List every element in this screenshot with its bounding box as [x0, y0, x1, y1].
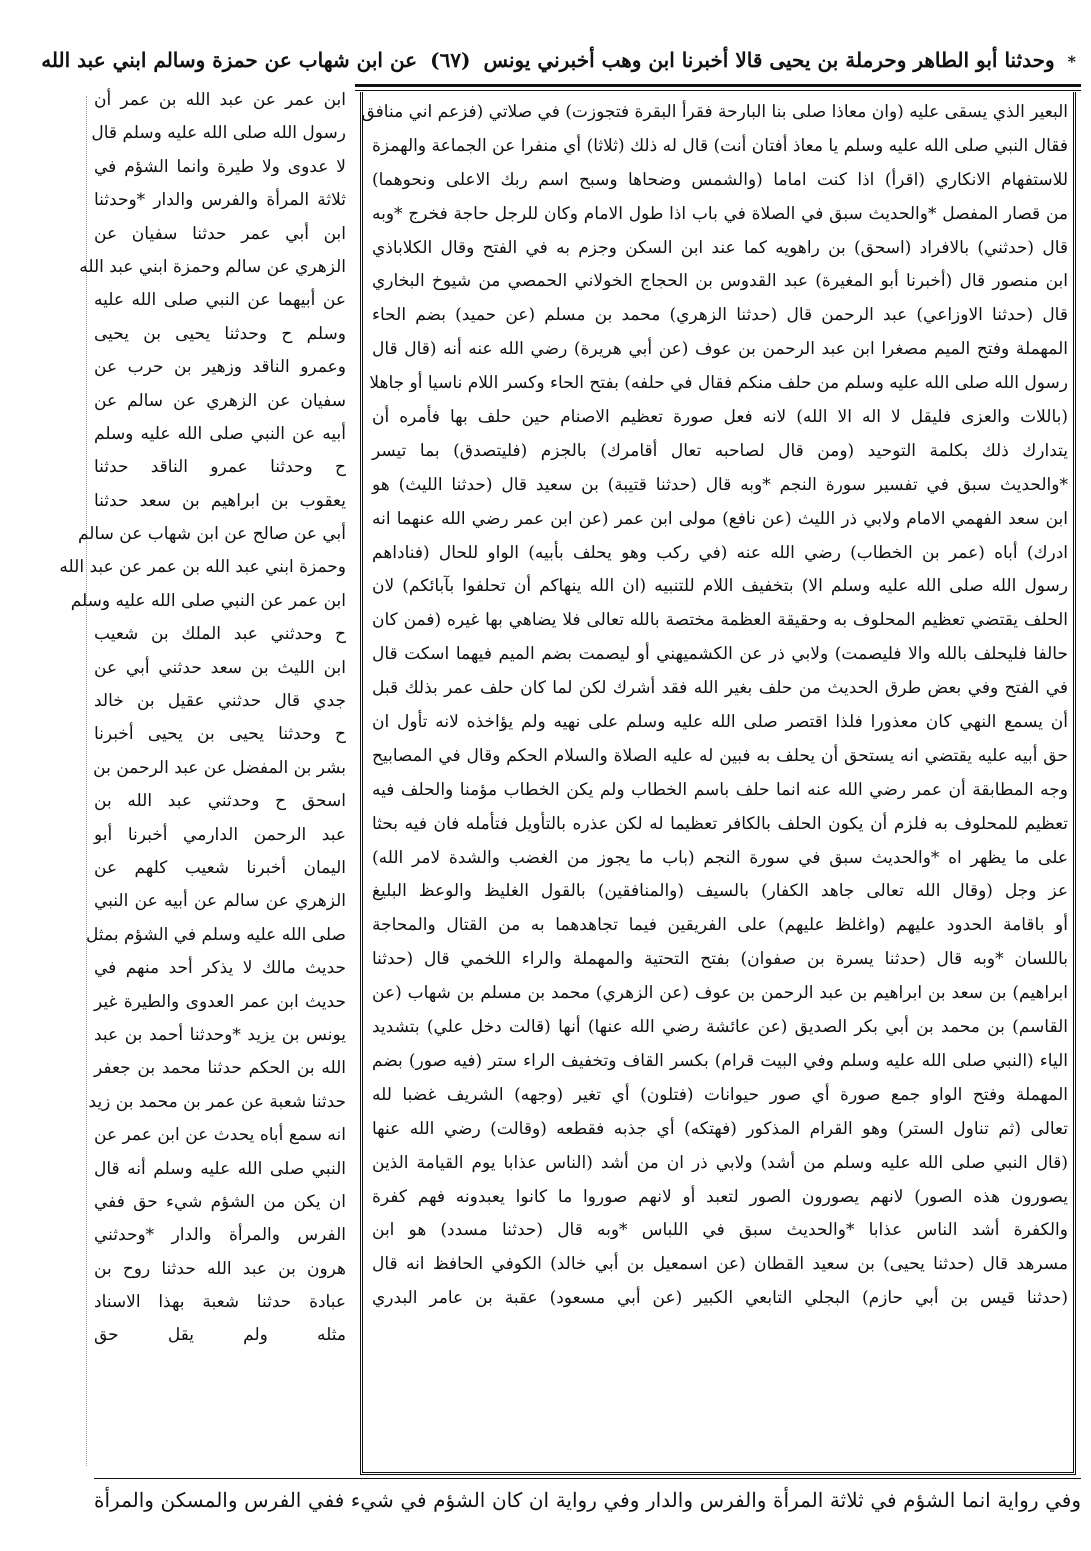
matn-line: هرون بن عبد الله حدثنا روح بن [94, 1258, 346, 1279]
matn-line: وسلم ح وحدثنا يحيى بن يحيى [94, 323, 346, 344]
commentary-line: (قال النبي صلى الله عليه وسلم من أشد) ولابي ذر ان من أشد (الناس عذابا يوم القيامة الذين [372, 1152, 1068, 1173]
commentary-line: *والحديث سبق في تفسير سورة النجم *وبه قال (حدثنا قتيبة) بن سعيد قال (حدثنا الليث) هو [372, 474, 1068, 495]
header-rule-thin [355, 90, 1081, 91]
matn-line: ح وحدثنا عمرو الناقد حدثنا [94, 457, 346, 478]
footer-rule [94, 1478, 1081, 1479]
matn-line: حدثنا شعبة عن عمر بن محمد بن زيد [88, 1091, 346, 1112]
commentary-line: يتدارك ذلك بكلمة التوحيد (ومن قال لصاحبه تعال أقامرك) بالجزم (فليتصدق) بما تيسر [372, 440, 1068, 461]
matn-line: صلى الله عليه وسلم في الشؤم بمثل [86, 924, 346, 945]
commentary-line: قال (حدثنا الاوزاعي) عبد الرحمن قال (حدثنا الزهري) محمد بن مسلم (عن حميد) بضم الحاء [372, 305, 1068, 326]
commentary-line: حق أبيه عليه يقتضي انه يستحق أن يحلف به فبين له عليه الصلاة والسلام الحكم وقال في المصابيح [372, 745, 1068, 766]
commentary-line: الياء (النبي صلى الله عليه وسلم وفي البيت قرام) بكسر القاف وتخفيف الراء ستر (فيه صور) بضم [372, 1050, 1068, 1071]
matn-line: أبيه عن النبي صلى الله عليه وسلم [94, 423, 346, 444]
matn-column [59, 84, 346, 1474]
commentary-line: على ما يظهر اه *والحديث سبق في سورة النجم (باب ما يجوز من الغضب والشدة لامر الله) [372, 847, 1068, 868]
commentary-line: المهملة وفتح الميم مصغرا ابن عبد الرحمن بن عوف (عن أبي هريرة) رضي الله عنه أنه (قال قال [372, 339, 1068, 360]
matn-line: الفرس والمرأة والدار *وحدثني [94, 1225, 346, 1246]
matn-line: عبد الرحمن الدارمي أخبرنا أبو [94, 824, 346, 845]
commentary-line: الحلف يقتضي تعظيم المحلوف به وحقيقة العظمة مختصة بالله تعالى فلا يضاهي بها غيره (فمن كان [372, 610, 1068, 631]
commentary-line: رسول الله صلى الله عليه وسلم الا) بتخفيف اللام للتنبيه (ان الله ينهاكم أن تحلفوا بآبائكم) لان [372, 576, 1068, 597]
matn-line: وعمرو الناقد وزهير بن حرب عن [94, 357, 346, 378]
commentary-line: (حدثنا قيس بن أبي حازم) البجلي التابعي الكبير (عن أبي مسعود) عقبة بن عامر البدري [372, 1288, 1068, 1309]
matn-line: ابن أبي عمر حدثنا سفيان عن [94, 223, 346, 244]
commentary-line: مسرهد قال (حدثنا يحيى) بن سعيد القطان (عن اسمعيل بن أبي خالد) الكوفي الحافظ انه قال [372, 1254, 1068, 1275]
commentary-line: تعالى (ثم تناول الستر) وهو القرام المذكور (فهتكه) أي جذبه فقطعه (وقالت) رضي الله عنها [372, 1118, 1068, 1139]
matn-line: ان يكن من الشؤم شيء حق ففي [94, 1191, 346, 1212]
matn-line: ثلاثة المرأة والفرس والدار *وحدثنا [94, 190, 346, 211]
commentary-line: رسول الله صلى الله عليه وسلم من حلف منكم فقال في حلفه) بفتح الحاء وكسر اللام ناسيا أو جاهلا [369, 373, 1068, 394]
commentary-line: من قصار المفصل *والحديث سبق في الصلاة في باب اذا طول الامام وكان للرجل حاجة فخرج *وبه [372, 203, 1068, 224]
matn-line: أبي عن صالح عن ابن شهاب عن سالم [77, 524, 346, 545]
commentary-line: القاسم) بن محمد بن أبي بكر الصديق (عن عائشة رضي الله عنها) أنها (قالت دخل علي) بتشديد [372, 1017, 1068, 1038]
matn-line: رسول الله صلى الله عليه وسلم قال [91, 123, 346, 144]
matn-line: ح وحدثنا يحيى بن يحيى أخبرنا [94, 724, 346, 745]
commentary-line: أن يسمع النهي كان معذورا فلذا اقتصر صلى الله عليه وسلم على نهيه ولم يؤاخذه لانه تأول ان [372, 712, 1068, 733]
commentary-line: حالفا فليحلف بالله والا فليصمت) ولابي ذر عن الكشميهني أو ليصمت بضم الميم فيهما اسكت قال [372, 644, 1068, 665]
matn-line: عبادة حدثنا شعبة بهذا الاسناد [94, 1292, 346, 1313]
matn-line: مثله ولم يقل حق [94, 1325, 346, 1346]
matn-line: بشر بن المفضل عن عبد الرحمن بن [93, 757, 346, 778]
commentary-line: ادرك) أباه (عمر بن الخطاب) رضي الله عنه (في ركب وهو يحلف بأبيه) الواو للحال (فناداهم [372, 542, 1068, 563]
matn-line: عن أبيهما عن النبي صلى الله عليه [94, 290, 346, 311]
matn-line: ابن الليث بن سعد حدثني أبي عن [94, 657, 346, 678]
matn-line: جدي قال حدثني عقيل بن خالد [94, 691, 346, 712]
commentary-line: للاستفهام الانكاري (اقرأ) اذا كنت اماما (والشمس وضحاها وسبح اسم ربك الاعلى ونحوهما) [372, 169, 1068, 190]
matn-line: اسحق ح وحدثني عبد الله بن [94, 791, 346, 812]
matn-line: وحمزة ابني عبد الله بن عمر عن عبد الله [59, 557, 346, 578]
matn-line: الزهري عن سالم وحمزة ابني عبد الله [79, 256, 346, 277]
matn-line: ح وحدثني عبد الملك بن شعيب [94, 624, 346, 645]
header-star: * [1067, 52, 1076, 71]
matn-line: الزهري عن سالم عن أبيه عن النبي [94, 891, 346, 912]
commentary-line: في الفتح وفي بعض طرق الحديث من حلف بغير الله فقد أشرك لكن لما كان حلف عمر بذلك قبل [372, 678, 1068, 699]
margin-line [86, 96, 89, 1466]
matn-line: حديث ابن عمر العدوى والطيرة غير [94, 991, 346, 1012]
matn-line: حديث مالك لا يذكر أحد منهم في [94, 958, 346, 979]
commentary-line: قال (حدثني) بالافراد (اسحق) بن راهويه كما عند ابن السكن وجزم به في الفتح وقال الكلاباذي [372, 237, 1068, 258]
matn-line: انه سمع أباه يحدث عن ابن عمر عن [94, 1125, 346, 1146]
commentary-line: وجه المطابقة أن عمر رضي الله عنه انما حلف باسم الخطاب ولم يكن الخطاب مؤمنا والحلف فيه [372, 779, 1068, 800]
commentary-line: والكفرة أشد الناس عذابا *والحديث سبق في اللباس *وبه قال (حدثنا مسدد) هو ابن [372, 1220, 1068, 1241]
matn-line: النبي صلى الله عليه وسلم أنه قال [94, 1158, 346, 1179]
commentary-line: ابن سعد الفهمي الامام ولابي ذر الليث (عن نافع) مولى ابن عمر (عن ابن عمر رضي الله عنهما انه [372, 508, 1068, 529]
page-header [41, 40, 1076, 80]
commentary-line: ابراهيم) بن سعد بن ابراهيم بن عبد الرحمن بن عوف (عن الزهري) محمد بن مسلم بن شهاب (عن [372, 983, 1068, 1004]
header-text-right: وحدثنا أبو الطاهر وحرملة بن يحيى قالا أخبرنا ابن وهب أخبرني يونس [483, 48, 1055, 72]
commentary-line: المهملة وفتح الواو جمع صورة أي صور حيوانات (فتلون) أي تغير (وجهه) الشريف غضبا لله [372, 1084, 1068, 1105]
matn-line: اليمان أخبرنا شعيب كلهم عن [94, 857, 346, 878]
commentary-line: باللسان *وبه قال (حدثنا يسرة بن صفوان) بفتح التحتية والمهملة والراء اللخمي قال (حدثنا [372, 949, 1068, 970]
matn-line: الله بن الحكم حدثنا محمد بن جعفر [94, 1058, 346, 1079]
matn-line: سفيان عن الزهري عن سالم عن [94, 390, 346, 411]
matn-line: ابن عمر عن عبد الله بن عمر أن [94, 90, 346, 110]
commentary-line: تعظيم للمحلوف به فلزم أن يكون الحلف بالكافر تعظيما له لكن عذره بالتأويل فتأمله فان فيه بحثا [372, 813, 1068, 834]
header-rule [355, 84, 1081, 87]
header-text-left: عن ابن شهاب عن حمزة وسالم ابني عبد الله [41, 48, 418, 72]
commentary-line: عز وجل (وقال الله تعالى جاهد الكفار) بالسيف (والمنافقين) بالقول الغليظ والوعظ البليغ [372, 881, 1068, 902]
commentary-column [361, 96, 1068, 1468]
commentary-line: أو باقامة الحدود عليهم (واغلظ عليهم) على الفريقين فيما تجاهدهما به من القتال والمحاجة [372, 915, 1068, 936]
page-number: (٦٧) [430, 48, 471, 72]
commentary-line: (باللات والعزى فليقل لا اله الا الله) لانه فعل صورة تعظيم الاصنام حين حلف بها فأمره أن [372, 407, 1068, 428]
commentary-line: البعير الذي يسقى عليه (وان معاذا صلى بنا البارحة فقرأ البقرة فتجوزت) في صلاتي (فزعم اني منافق [361, 102, 1068, 122]
matn-line: يعقوب بن ابراهيم بن سعد حدثنا [94, 490, 346, 511]
matn-line: لا عدوى ولا طيرة وانما الشؤم في [94, 156, 346, 177]
commentary-line: ابن منصور قال (أخبرنا أبو المغيرة) عبد القدوس بن الحجاج الخولاني الحمصي من شيوخ البخاري [372, 271, 1068, 292]
commentary-line: يصورون هذه الصور) لانهم يصورون الصور لتعبد أو لانهم صوروا ما كانوا يعبدونه فهم كفرة [372, 1186, 1068, 1207]
matn-line: يونس بن يزيد *وحدثنا أحمد بن عبد [94, 1024, 346, 1045]
matn-line: ابن عمر عن النبي صلى الله عليه وسلم [70, 590, 346, 611]
commentary-line: فقال النبي صلى الله عليه وسلم يا معاذ أفتان أنت) قال له ذلك (ثلاثا) أي منفرا عن الجماعة والهمزة [372, 135, 1068, 156]
page-footer: وفي رواية انما الشؤم في ثلاثة المرأة والفرس والدار وفي رواية ان كان الشؤم في شيء ففي الفرس والمسكن والمرأة [94, 1488, 1081, 1512]
